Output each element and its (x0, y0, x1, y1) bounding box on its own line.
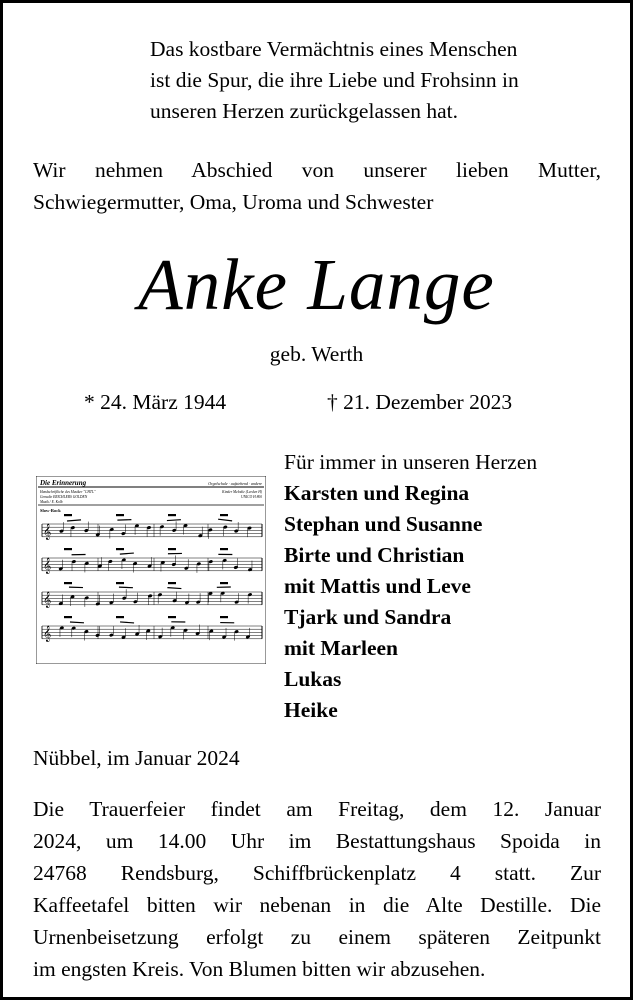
sheet-music-credit: UNICO H 800 (241, 495, 262, 499)
funeral-line: Die Trauerfeier findet am Freitag, dem 12. Januar (33, 797, 601, 821)
sheet-music-tempo: Slow-Rock (40, 508, 61, 513)
sheet-music-credit: Kinder Melodie (Leeden H) (222, 490, 262, 494)
sheet-music-image (36, 476, 266, 664)
funeral-line: im engsten Kreis. Von Blumen bitten wir abzusehen. (33, 957, 486, 981)
sheet-music-title: Die Erinnerung (40, 479, 87, 487)
memorial-quote (150, 34, 519, 127)
mourner-name: Tjark und Sandra (284, 605, 452, 629)
svg-text:𝄞: 𝄞 (43, 626, 52, 642)
sheet-music-credit: Gemalte ERICHLERS GOLDEN (40, 495, 88, 499)
svg-text:𝄞: 𝄞 (43, 558, 52, 574)
mourner-name: Stephan und Susanne (284, 512, 483, 536)
sheet-music-credit: Handschriftliche des Musiker "CHTL" (40, 490, 96, 494)
funeral-line: Urnenbeisetzung erfolgt zu einem späteren Zeitpunkt (33, 925, 601, 949)
mourner-name: Birte und Christian (284, 543, 465, 567)
quote-line: Das kostbare Vermächtnis eines Menschen (150, 37, 518, 61)
sheet-music-credit: Musik / E. Kolb (40, 500, 63, 504)
intro-line: Schwiegermutter, Oma, Uroma und Schwester (33, 190, 434, 214)
farewell-intro (33, 154, 601, 218)
quote-line: unseren Herzen zurückgelassen hat. (150, 99, 459, 123)
mourner-name: Lukas (284, 667, 342, 691)
mourners-list (284, 447, 537, 726)
sheet-music-header: Orgelschule · aufstehend · andere (208, 481, 262, 486)
birth-date: * 24. März 1944 (84, 390, 227, 414)
quote-line: ist die Spur, die ihre Liebe und Frohsinn in (150, 68, 519, 92)
mourner-name: Karsten und Regina (284, 481, 470, 505)
mourner-name: mit Marleen (284, 636, 399, 660)
funeral-line: Kaffeetafel bitten wir nebenan in die Alte Destille. Die (33, 893, 601, 917)
funeral-line: 2024, um 14.00 Uhr im Bestattungshaus Spoida in (33, 829, 601, 853)
mourners-heading: Für immer in unseren Herzen (284, 450, 538, 474)
deceased-name: Anke Lange (138, 244, 495, 325)
mourner-name: mit Mattis und Leve (284, 574, 471, 598)
funeral-line: 24768 Rendsburg, Schiffbrückenplatz 4 statt. Zur (33, 861, 601, 885)
svg-text:𝄞: 𝄞 (43, 592, 52, 608)
svg-text:𝄞: 𝄞 (43, 524, 52, 540)
mourner-name: Heike (284, 698, 338, 722)
funeral-details (33, 793, 601, 985)
place-and-date: Nübbel, im Januar 2024 (33, 746, 240, 770)
death-date: † 21. Dezember 2023 (327, 390, 513, 414)
birth-name: geb. Werth (269, 342, 364, 366)
intro-line: Wir nehmen Abschied von unserer lieben Mutter, (33, 158, 601, 182)
